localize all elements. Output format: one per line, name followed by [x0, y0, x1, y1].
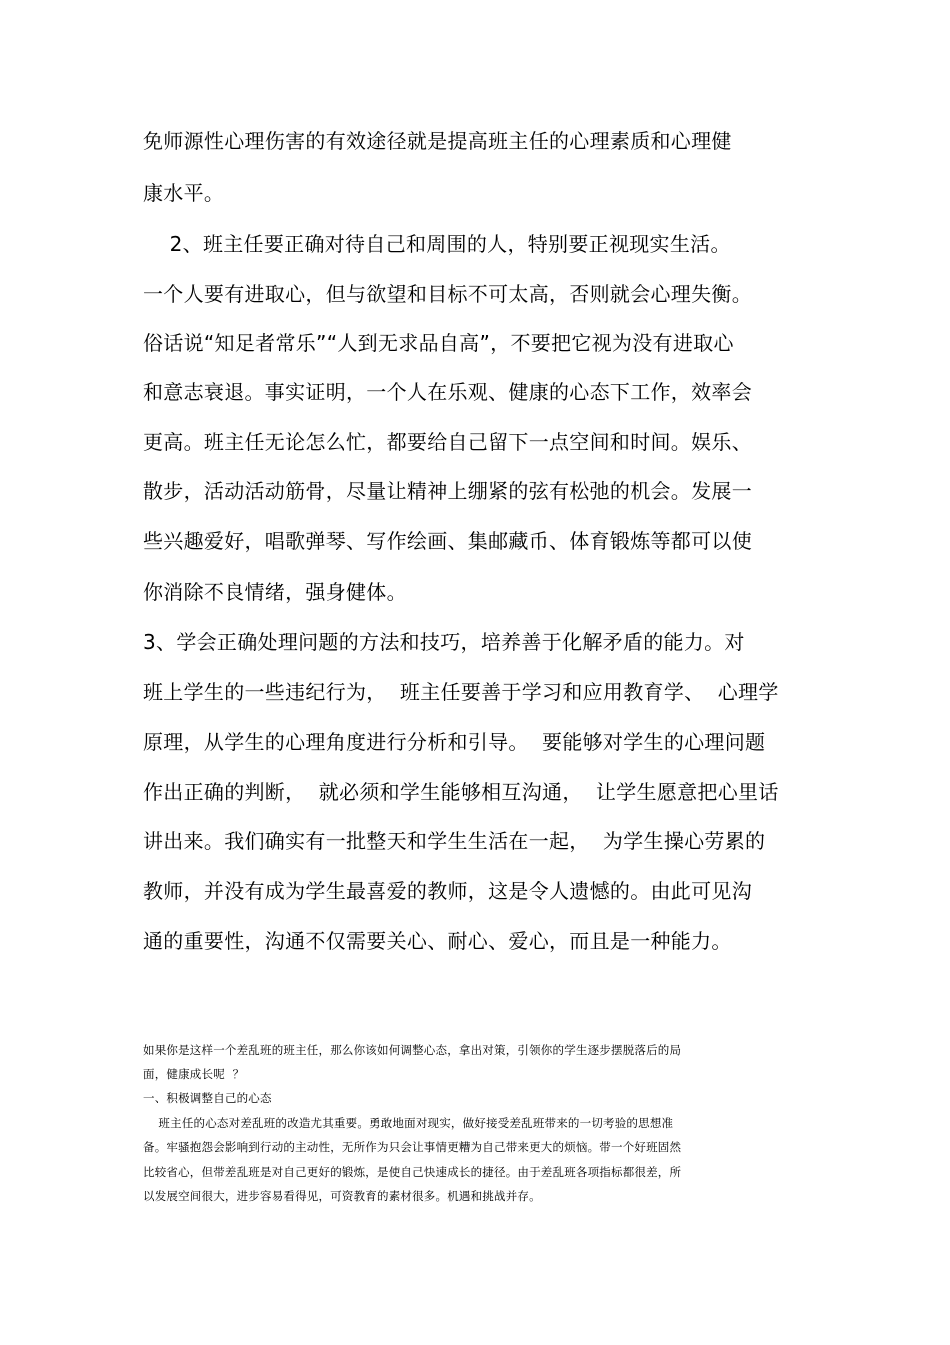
- footer-text-line: 以发展空间很大，进步容易看得见，可资教育的素材很多。机遇和挑战并存。: [143, 1189, 541, 1203]
- body-text-line: 你消除不良情绪，强身健体。: [143, 580, 407, 604]
- footer-text-line: 比较省心，但带差乱班是对自己更好的锻炼，是使自己快速成长的捷径。由于差乱班各项指标都很差，所: [143, 1165, 682, 1179]
- body-text-line: 免师源性心理伤害的有效途径就是提高班主任的心理素质和心理健: [143, 129, 732, 153]
- body-text-line: 些兴趣爱好，唱歌弹琴、写作绘画、集邮藏币、体育锻炼等都可以使: [143, 529, 752, 553]
- body-text-line: 作出正确的判断， 就必须和学生能够相互沟通， 让学生愿意把心里话: [143, 780, 779, 804]
- footer-section-heading: 一、积极调整自己的心态: [143, 1091, 272, 1105]
- body-text-line: 3、学会正确处理问题的方法和技巧，培养善于化解矛盾的能力。对: [143, 630, 745, 654]
- footer-text-line: 备。牢骚抱怨会影响到行动的主动性，无所作为只会让事情更糟为自己带来更大的烦恼。带一个好班固然: [143, 1140, 682, 1154]
- body-text-line: 讲出来。我们确实有一批整天和学生生活在一起， 为学生操心劳累的: [143, 829, 766, 853]
- body-text-line: 教师，并没有成为学生最喜爱的教师，这是令人遗憾的。由此可见沟: [143, 879, 752, 903]
- body-text-line: 俗话说“知足者常乐”“人到无求品自高”，不要把它视为没有进取心: [143, 331, 734, 355]
- footer-text-line: 如果你是这样一个差乱班的班主任，那么你该如何调整心态，拿出对策，引领你的学生逐步摆脱落后的局: [143, 1043, 682, 1057]
- body-text-line: 和意志衰退。事实证明，一个人在乐观、健康的心态下工作，效率会: [143, 380, 752, 404]
- footer-text-line: 班主任的心态对差乱班的改造尤其重要。勇敢地面对现实，做好接受差乱班带来的一切考验的思想准: [143, 1116, 674, 1130]
- body-text-line: 2、班主任要正确对待自己和周围的人，特别要正视现实生活。: [143, 232, 731, 256]
- body-text-line: 康水平。: [143, 181, 225, 205]
- body-text-line: 一个人要有进取心，但与欲望和目标不可太高，否则就会心理失衡。: [143, 282, 752, 306]
- footer-text-line: 面，健康成长呢 ？: [143, 1067, 245, 1081]
- body-text-line: 散步，活动活动筋骨，尽量让精神上绷紧的弦有松弛的机会。发展一: [143, 479, 752, 503]
- body-text-line: 原理，从学生的心理角度进行分析和引导。 要能够对学生的心理问题: [143, 730, 766, 754]
- body-text-line: 通的重要性，沟通不仅需要关心、耐心、爱心，而且是一种能力。: [143, 929, 732, 953]
- body-text-line: 更高。班主任无论怎么忙，都要给自己留下一点空间和时间。娱乐、: [143, 430, 752, 454]
- body-text-line: 班上学生的一些违纪行为， 班主任要善于学习和应用教育学、 心理学: [143, 680, 779, 704]
